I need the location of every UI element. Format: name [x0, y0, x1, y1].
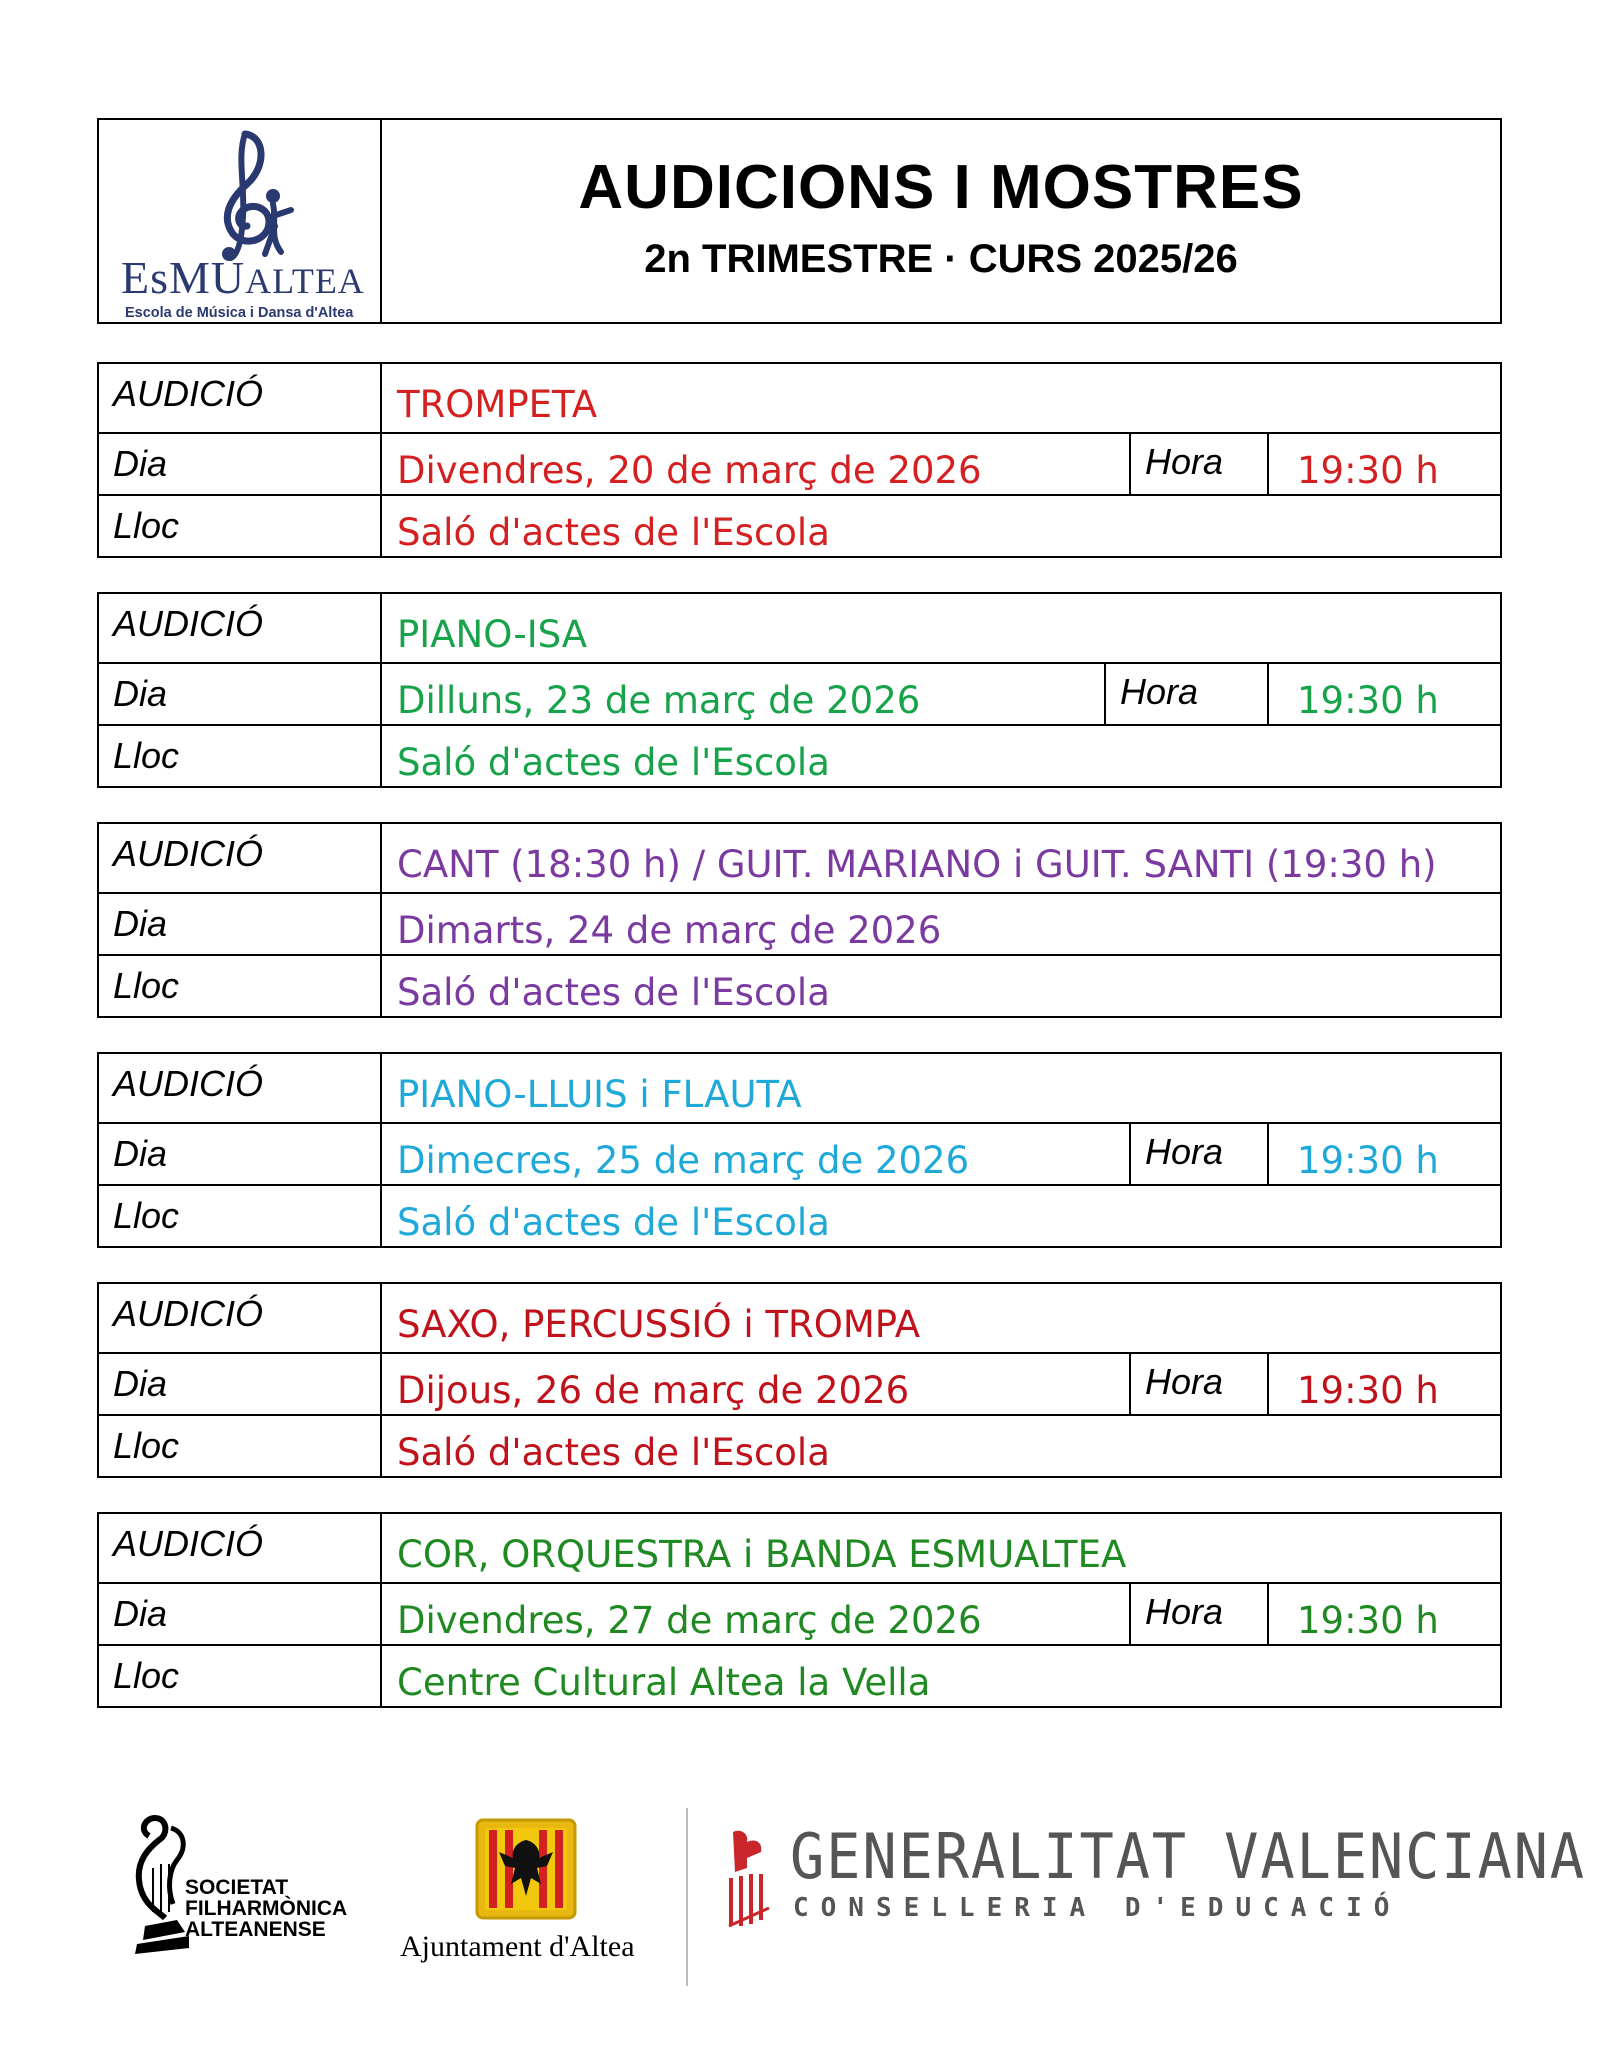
- hora-label: Hora: [1145, 1591, 1224, 1632]
- audicio-row-value: CANT (18:30 h) / GUIT. MARIANO i GUIT. SANTI (19:30 h): [397, 843, 1437, 886]
- dia-row: [99, 1354, 1500, 1416]
- hora-label: Hora: [1145, 1361, 1224, 1402]
- generalitat-emblem-icon: [727, 1828, 773, 1930]
- lloc-row-value: Saló d'actes de l'Escola: [397, 1431, 830, 1474]
- hora-cell: [1129, 434, 1269, 494]
- footer-divider: [686, 1808, 688, 1986]
- time-value: 19:30 h: [1297, 679, 1439, 722]
- page-title: AUDICIONS I MOSTRES: [578, 153, 1304, 222]
- esmualtea-logo: [99, 120, 382, 322]
- audicio-row: [99, 1054, 1500, 1124]
- row-label: AUDICIÓ: [113, 603, 264, 644]
- ajuntament-altea-name: Ajuntament d'Altea: [400, 1930, 635, 1963]
- hora-label: Hora: [1145, 1131, 1224, 1172]
- hora-label: Hora: [1120, 671, 1199, 712]
- dia-row: [99, 894, 1500, 956]
- hora-cell: [1129, 1124, 1269, 1184]
- row-label: Lloc: [113, 1195, 180, 1236]
- row-label: Dia: [113, 443, 168, 484]
- societat-filharmonica-name: SOCIETAT FILHARMÒNICA ALTEANENSE: [185, 1876, 348, 1941]
- row-label: Lloc: [113, 1425, 180, 1466]
- row-label: AUDICIÓ: [113, 833, 264, 874]
- event-table: [97, 1052, 1502, 1248]
- lloc-row: [99, 496, 1500, 558]
- row-label: Dia: [113, 903, 168, 944]
- label-cell: [99, 1054, 382, 1122]
- altea-coat-of-arms-icon: [475, 1818, 577, 1924]
- dia-row: [99, 664, 1500, 726]
- time-value: 19:30 h: [1297, 1599, 1439, 1642]
- row-label: Lloc: [113, 965, 180, 1006]
- row-label: AUDICIÓ: [113, 373, 264, 414]
- audicio-row-value: SAXO, PERCUSSIÓ i TROMPA: [397, 1303, 921, 1346]
- esmualtea-wordmark: EsMUALTEA: [121, 252, 365, 303]
- dia-row-value: Dijous, 26 de març de 2026: [397, 1369, 910, 1412]
- event-table: [97, 822, 1502, 1018]
- title-cell: [382, 120, 1500, 322]
- audicio-row-value: COR, ORQUESTRA i BANDA ESMUALTEA: [397, 1533, 1127, 1576]
- audicio-row: [99, 594, 1500, 664]
- header-box: [97, 118, 1502, 324]
- row-label: Lloc: [113, 505, 180, 546]
- label-cell: [99, 364, 382, 432]
- treble-clef-dancer-icon: [185, 126, 305, 266]
- dia-row-value: Divendres, 27 de març de 2026: [397, 1599, 982, 1642]
- audicio-row-value: TROMPETA: [397, 383, 598, 426]
- event-table: [97, 1282, 1502, 1478]
- label-cell: [99, 664, 382, 724]
- event-table: [97, 362, 1502, 558]
- audicio-row: [99, 824, 1500, 894]
- audicio-row: [99, 1284, 1500, 1354]
- row-label: Lloc: [113, 1655, 180, 1696]
- audicio-row: [99, 1514, 1500, 1584]
- row-label: AUDICIÓ: [113, 1523, 264, 1564]
- page-subtitle: 2n TRIMESTRE · CURS 2025/26: [644, 237, 1238, 281]
- label-cell: [99, 1646, 382, 1708]
- label-cell: [99, 824, 382, 892]
- label-cell: [99, 434, 382, 494]
- lloc-row-value: Saló d'actes de l'Escola: [397, 1201, 830, 1244]
- dia-row: [99, 1584, 1500, 1646]
- label-cell: [99, 1584, 382, 1644]
- row-label: Dia: [113, 1133, 168, 1174]
- dia-row-value: Dilluns, 23 de març de 2026: [397, 679, 921, 722]
- dia-row-value: Dimecres, 25 de març de 2026: [397, 1139, 970, 1182]
- row-label: AUDICIÓ: [113, 1293, 264, 1334]
- dia-row-value: Divendres, 20 de març de 2026: [397, 449, 982, 492]
- lloc-row: [99, 1646, 1500, 1708]
- lloc-row: [99, 726, 1500, 788]
- time-value: 19:30 h: [1297, 449, 1439, 492]
- hora-label: Hora: [1145, 441, 1224, 482]
- lloc-row: [99, 1186, 1500, 1248]
- lloc-row: [99, 1416, 1500, 1478]
- dia-row: [99, 434, 1500, 496]
- label-cell: [99, 1354, 382, 1414]
- hora-cell: [1129, 1584, 1269, 1644]
- label-cell: [99, 1416, 382, 1478]
- label-cell: [99, 1186, 382, 1248]
- esmualtea-subtitle: Escola de Música i Dansa d'Altea: [125, 305, 354, 321]
- label-cell: [99, 894, 382, 954]
- lloc-row-value: Saló d'actes de l'Escola: [397, 971, 830, 1014]
- lloc-row-value: Saló d'actes de l'Escola: [397, 511, 830, 554]
- label-cell: [99, 726, 382, 788]
- label-cell: [99, 1124, 382, 1184]
- row-label: Lloc: [113, 735, 180, 776]
- time-value: 19:30 h: [1297, 1369, 1439, 1412]
- label-cell: [99, 594, 382, 662]
- audicio-row-value: PIANO-ISA: [397, 613, 588, 656]
- row-label: Dia: [113, 673, 168, 714]
- generalitat-valenciana-title: GENERALITAT VALENCIANA: [790, 1820, 1586, 1893]
- label-cell: [99, 956, 382, 1018]
- time-value: 19:30 h: [1297, 1139, 1439, 1182]
- event-table: [97, 592, 1502, 788]
- row-label: Dia: [113, 1593, 168, 1634]
- hora-cell: [1104, 664, 1269, 724]
- row-label: Dia: [113, 1363, 168, 1404]
- label-cell: [99, 1284, 382, 1352]
- label-cell: [99, 496, 382, 558]
- dia-row-value: Dimarts, 24 de març de 2026: [397, 909, 942, 952]
- row-label: AUDICIÓ: [113, 1063, 264, 1104]
- lloc-row: [99, 956, 1500, 1018]
- lloc-row-value: Centre Cultural Altea la Vella: [397, 1661, 931, 1704]
- audicio-row-value: PIANO-LLUIS i FLAUTA: [397, 1073, 802, 1116]
- event-table: [97, 1512, 1502, 1708]
- audicio-row: [99, 364, 1500, 434]
- dia-row: [99, 1124, 1500, 1186]
- label-cell: [99, 1514, 382, 1582]
- lloc-row-value: Saló d'actes de l'Escola: [397, 741, 830, 784]
- hora-cell: [1129, 1354, 1269, 1414]
- conselleria-educacio-subtitle: CONSELLERIA D'EDUCACIÓ: [793, 1893, 1402, 1923]
